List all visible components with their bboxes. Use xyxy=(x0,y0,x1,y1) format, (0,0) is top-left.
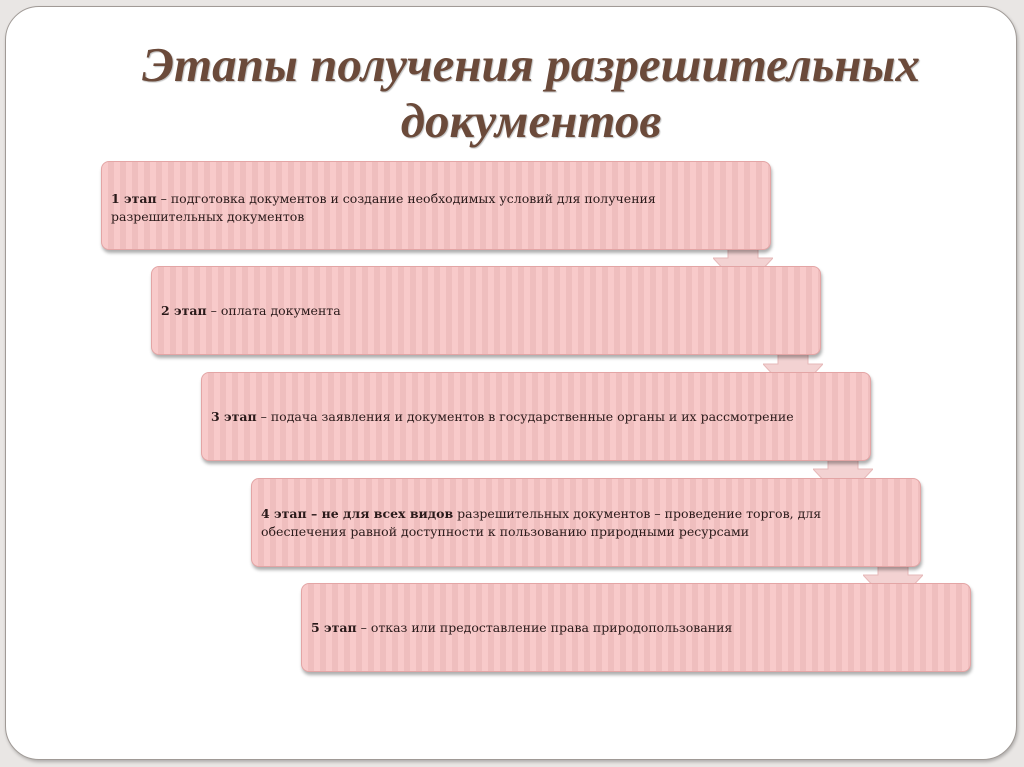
stage-box-2 xyxy=(151,266,821,355)
stage-box-1 xyxy=(101,161,771,250)
stage-box-3 xyxy=(201,372,871,461)
stage-text: – отказ или предоставление права природопользования xyxy=(356,619,733,635)
stage-label: 3 этап xyxy=(211,408,257,424)
stage-label: 1 этап xyxy=(111,191,157,206)
stage-text: – подача заявления и документов в государственные органы и их рассмотрение xyxy=(256,408,794,424)
stage-label: 2 этап xyxy=(161,302,207,318)
stage-box-5 xyxy=(301,583,971,672)
stage-label: 5 этап xyxy=(311,619,357,635)
stage-label: 4 этап – не для всех видов xyxy=(261,505,454,521)
stage-text: разрешительных документов – проведение торгов, для обеспечения равной доступности к пользованию природными ресурсами xyxy=(261,505,822,539)
title-line-2: документов xyxy=(400,93,662,148)
page-title xyxy=(46,37,1016,149)
stage-text: – оплата документа xyxy=(206,302,341,318)
stage-box-4 xyxy=(251,478,921,567)
stage-text: – подготовка документов и создание необходимых условий для получения разрешительных документов xyxy=(111,191,656,224)
title-line-1: Этапы получения разрешительных xyxy=(142,37,920,92)
